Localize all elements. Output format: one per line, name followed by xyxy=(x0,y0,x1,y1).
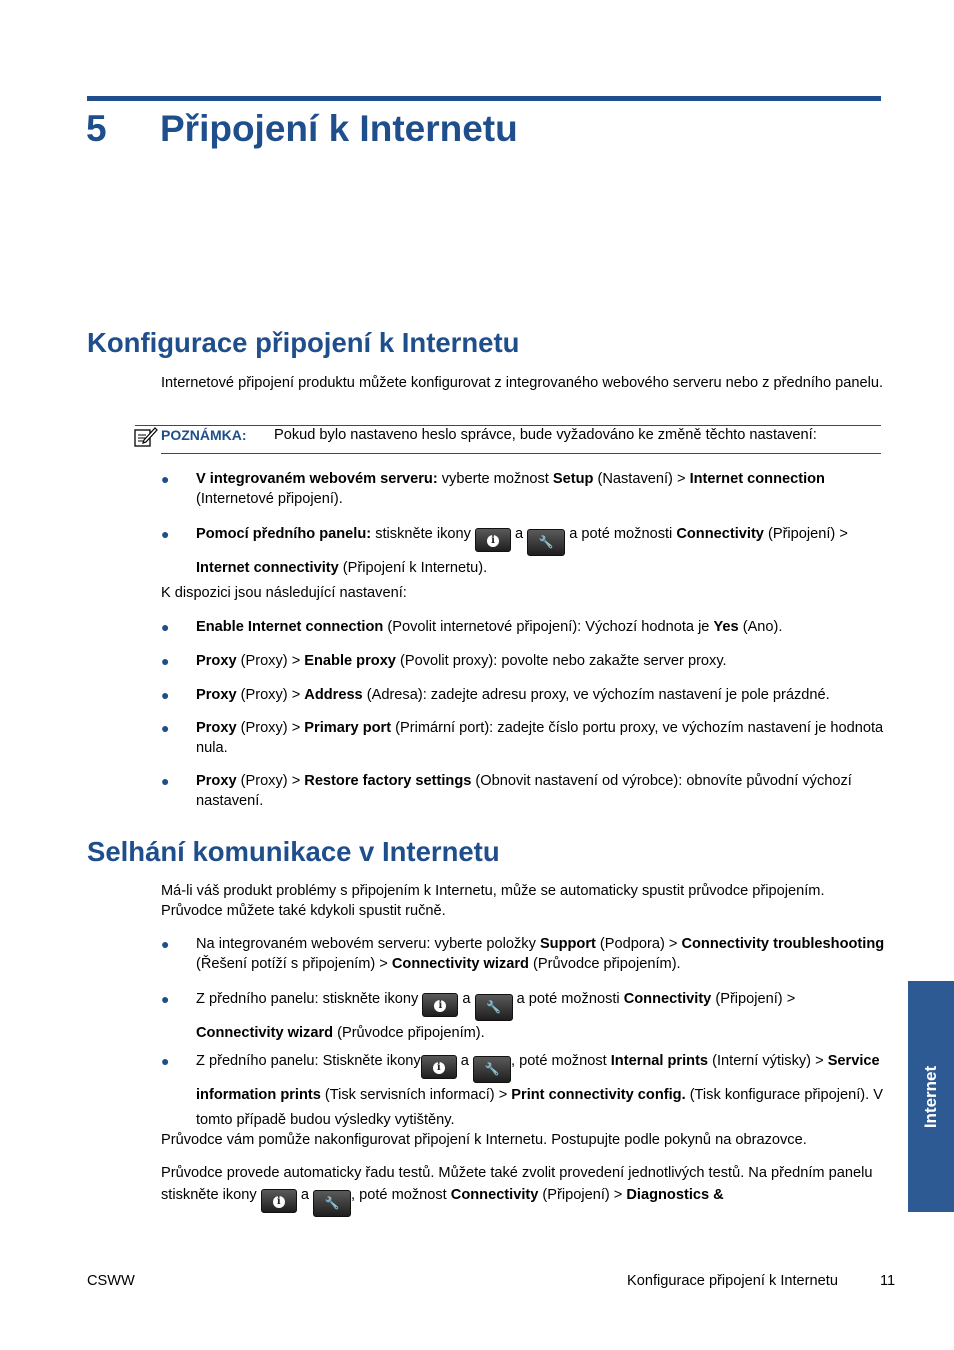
page-number: 11 xyxy=(880,1273,896,1289)
section-heading-failure: Selhání komunikace v Internetu xyxy=(87,836,500,867)
note-bottom-rule xyxy=(161,453,881,454)
side-tab-label: Internet xyxy=(921,1065,940,1128)
list-item: ● Na integrovaném webovém serveru: vyberte položky Support (Podpora) > Connectivity troubleshooting (Řešení potíží s připojením) > Connectivity wizard (Průvodce připojením). xyxy=(161,936,885,972)
note-pencil-icon xyxy=(134,426,158,448)
section-heading-configuration: Konfigurace připojení k Internetu xyxy=(87,327,520,358)
bullet: ● xyxy=(161,773,170,789)
chapter-number: 5 xyxy=(86,108,107,149)
section2-para2: Průvodce provede automaticky řadu testů. Můžete také zvolit provedení jednotlivých testů. Na předním panelu stiskněte ikony i a 🔧 , poté možnost Connectivity (Připojení) > Diagnostics & xyxy=(161,1162,886,1217)
bullet: ● xyxy=(161,991,170,1007)
note-top-rule xyxy=(135,425,881,426)
section2-para1: Průvodce vám pomůže nakonfigurovat připojení k Internetu. Postupujte podle pokynů na obrazovce. xyxy=(161,1132,807,1148)
note-text: Pokud bylo nastaveno heslo správce, bude vyžadováno ke změně těchto nastavení: xyxy=(274,427,817,443)
bullet: ● xyxy=(161,936,170,952)
chapter-rule xyxy=(87,96,881,101)
bullet: ● xyxy=(161,526,170,542)
list-item: ● Pomocí předního panelu: stiskněte ikony i a 🔧 a poté možnosti Connectivity (Připojení) > Internet connectivity (Připojení k Internetu). xyxy=(161,522,886,581)
chapter-title: Připojení k Internetu xyxy=(160,108,518,149)
info-icon: i xyxy=(421,1055,457,1079)
list-item: ● V integrovaném webovém serveru: vyberte možnost Setup (Nastavení) > Internet connection (Internetové připojení). xyxy=(161,471,825,507)
section1-intro: Internetové připojení produktu můžete konfigurovat z integrovaného webového serveru nebo z předního panelu. xyxy=(161,375,884,391)
list-item: ● Z předního panelu: Stiskněte ikony i a 🔧 , poté možnost Internal prints (Interní výtisky) > Service information prints (Tisk servisních informací) > Print connectivity config. (Tisk konfigurace připojení). V tomto případě budou výsledky vytištěny. xyxy=(161,1049,886,1133)
bullet: ● xyxy=(161,1053,170,1069)
list-item: ● Proxy (Proxy) > Restore factory settings (Obnovit nastavení od výrobce): obnovíte původní výchozí nastavení. xyxy=(161,773,852,809)
footer-left: CSWW xyxy=(87,1273,135,1289)
bullet: ● xyxy=(161,687,170,703)
settings-intro: K dispozici jsou následující nastavení: xyxy=(161,585,407,601)
list-item: ● Proxy (Proxy) > Address (Adresa): zadejte adresu proxy, ve výchozím nastavení je pole prázdné. xyxy=(161,687,830,703)
wrench-icon: 🔧 xyxy=(313,1190,351,1217)
list-item: ● Z předního panelu: stiskněte ikony i a 🔧 a poté možnosti Connectivity (Připojení) > Connectivity wizard (Průvodce připojením). xyxy=(161,987,886,1046)
bullet: ● xyxy=(161,619,170,635)
list-item: ● Proxy (Proxy) > Primary port (Primární port): zadejte číslo portu proxy, ve výchozím nastavení je hodnota nula. xyxy=(161,720,884,756)
wrench-icon: 🔧 xyxy=(473,1056,511,1083)
info-icon: i xyxy=(261,1189,297,1213)
wrench-icon: 🔧 xyxy=(475,994,513,1021)
wrench-icon: 🔧 xyxy=(527,529,565,556)
bullet: ● xyxy=(161,471,170,487)
info-icon: i xyxy=(422,993,458,1017)
footer-section-title: Konfigurace připojení k Internetu xyxy=(627,1273,838,1289)
note-label: POZNÁMKA: xyxy=(161,427,247,443)
bullet: ● xyxy=(161,653,170,669)
bullet: ● xyxy=(161,720,170,736)
list-item: ● Proxy (Proxy) > Enable proxy (Povolit proxy): povolte nebo zakažte server proxy. xyxy=(161,653,727,669)
info-icon: i xyxy=(475,528,511,552)
side-tab xyxy=(908,981,954,1212)
list-item: ● Enable Internet connection (Povolit internetové připojení): Výchozí hodnota je Yes (Ano). xyxy=(161,619,783,635)
section2-intro: Má-li váš produkt problémy s připojením k Internetu, může se automaticky spustit průvodce připojením. Průvodce můžete také kdykoli spustit ručně. xyxy=(161,883,825,919)
